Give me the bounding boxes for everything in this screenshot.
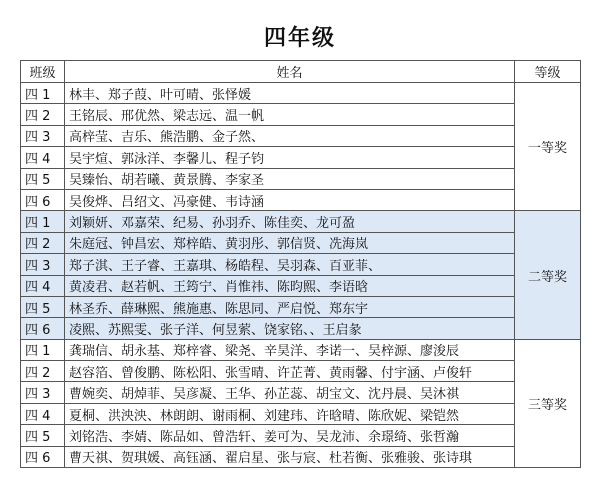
table-row xyxy=(21,275,581,296)
class-cell: 四 5 xyxy=(21,425,65,446)
table-row xyxy=(21,189,581,210)
names-cell: 龚瑞信、胡永基、郑梓睿、梁尧、辛昊洋、李诺一、吴梓源、廖浚辰 xyxy=(65,339,515,360)
table-row xyxy=(21,211,581,232)
table-row xyxy=(21,425,581,446)
names-cell: 刘颖妍、邓嘉荣、纪易、孙羽乔、陈佳奕、龙可盈 xyxy=(65,211,515,232)
names-cell: 凌熙、苏熙雯、张子洋、何昱萦、饶家铭、、王启彖 xyxy=(65,318,515,339)
class-cell: 四 6 xyxy=(21,318,65,339)
names-cell: 夏桐、洪泱泱、林朗朗、谢雨桐、刘建玮、许晗晴、陈欣妮、梁铠然 xyxy=(65,403,515,424)
names-cell: 高梓莹、吉乐、熊浩鹏、金子然、 xyxy=(65,125,515,146)
table-body xyxy=(21,83,581,468)
table-row xyxy=(21,382,581,403)
class-cell: 四 3 xyxy=(21,382,65,403)
header-names: 姓名 xyxy=(65,61,515,83)
names-cell: 林丰、郑子葭、叶可晴、张怿媛 xyxy=(65,83,515,104)
class-cell: 四 4 xyxy=(21,147,65,168)
class-cell: 四 4 xyxy=(21,275,65,296)
table-row xyxy=(21,232,581,253)
table-row xyxy=(21,403,581,424)
table-row xyxy=(21,318,581,339)
award-table xyxy=(20,60,581,468)
award-level-third: 三等奖 xyxy=(515,339,581,467)
table-row xyxy=(21,83,581,104)
class-cell: 四 1 xyxy=(21,211,65,232)
names-cell: 曹天祺、贺琪媛、高钰涵、翟启星、张与宸、杜若衡、张雅骏、张诗琪 xyxy=(65,446,515,467)
class-cell: 四 4 xyxy=(21,403,65,424)
table-row xyxy=(21,446,581,467)
award-level-first: 一等奖 xyxy=(515,83,581,211)
class-cell: 四 6 xyxy=(21,446,65,467)
names-cell: 黄凌君、赵若帆、王筠宁、肖惟祎、陈昀熙、李语晗 xyxy=(65,275,515,296)
table-row xyxy=(21,296,581,317)
names-cell: 赵容箔、曾俊鹏、陈松阳、张雪晴、许芷菁、黄雨馨、付宇涵、卢俊轩 xyxy=(65,361,515,382)
header-class: 班级 xyxy=(21,61,65,83)
class-cell: 四 3 xyxy=(21,125,65,146)
class-cell: 四 6 xyxy=(21,189,65,210)
class-cell: 四 1 xyxy=(21,83,65,104)
names-cell: 吴臻怡、胡若曦、黄景腾、李家圣 xyxy=(65,168,515,189)
names-cell: 吴俊烨、吕绍文、冯豪健、韦诗涵 xyxy=(65,189,515,210)
names-cell: 王铭辰、邢优然、梁志远、温一帆 xyxy=(65,104,515,125)
class-cell: 四 3 xyxy=(21,254,65,275)
class-cell: 四 2 xyxy=(21,104,65,125)
names-cell: 刘铭浩、李婧、陈品如、曾浩轩、姜可为、吴龙沛、余璟绮、张哲瀚 xyxy=(65,425,515,446)
table-row xyxy=(21,254,581,275)
class-cell: 四 2 xyxy=(21,232,65,253)
table-row xyxy=(21,125,581,146)
class-cell: 四 5 xyxy=(21,168,65,189)
table-row xyxy=(21,168,581,189)
class-cell: 四 5 xyxy=(21,296,65,317)
table-row xyxy=(21,147,581,168)
names-cell: 吴宇煊、郭泳洋、李馨儿、程子钧 xyxy=(65,147,515,168)
names-cell: 林圣乔、薛琳熙、熊施惠、陈思同、严启悦、郑东宇 xyxy=(65,296,515,317)
award-level-second: 二等奖 xyxy=(515,211,581,339)
header-award: 等级 xyxy=(515,61,581,83)
table-header-row xyxy=(21,61,581,83)
table-row xyxy=(21,339,581,360)
class-cell: 四 1 xyxy=(21,339,65,360)
names-cell: 曹婉奕、胡焯菲、吴彦凝、王华、孙芷蕊、胡宝文、沈丹晨、吴沐祺 xyxy=(65,382,515,403)
class-cell: 四 2 xyxy=(21,361,65,382)
table-row xyxy=(21,104,581,125)
names-cell: 朱庭冠、钟昌宏、郑梓皓、黄羽彤、郭信贤、冼海岚 xyxy=(65,232,515,253)
names-cell: 郑子淇、王子睿、王嘉琪、杨皓程、吴羽森、百亚菲、 xyxy=(65,254,515,275)
page-title: 四年级 xyxy=(263,26,336,51)
table-row xyxy=(21,361,581,382)
